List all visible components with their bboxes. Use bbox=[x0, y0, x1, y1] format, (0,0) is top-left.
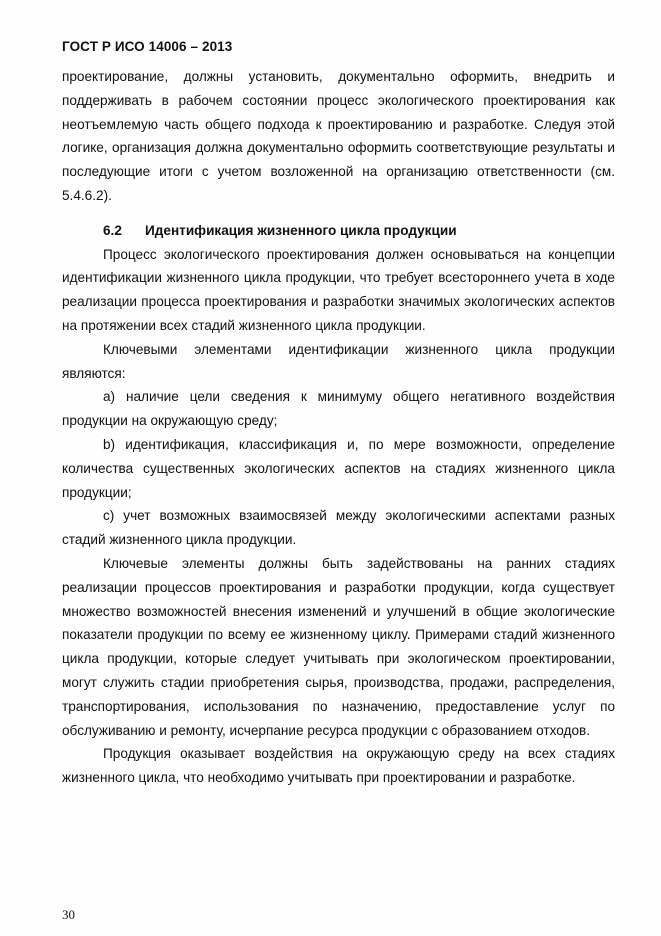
document-header: ГОСТ Р ИСО 14006 – 2013 bbox=[62, 39, 233, 54]
paragraph: Продукция оказывает воздействия на окружающую среду на всех стадиях жизненного цикла, что необходимо учитывать при проектировании и разработке. bbox=[62, 746, 615, 786]
paragraph: Ключевые элементы должны быть задействованы на ранних стадиях реализации процессов проектирования и разработки продукции, когда существует множество возможностей внесения изменений и улучшений в общие экологические показатели продукции по всему ее жизненному циклу. Примерами стадий жизненного цикла продукции, которые следует учитывать при экологическом проектировании, могут служить стадии приобретения сырья, производства, продажи, распределения, транспортирования, использования по назначению, предоставление услуг по обслуживанию и ремонту, исчерпание ресурса продукции с образованием отходов. bbox=[62, 555, 615, 738]
section-number: 6.2 bbox=[103, 222, 122, 238]
paragraph: Ключевыми элементами идентификации жизненного цикла продукции являются: bbox=[62, 341, 615, 381]
paragraph: Процесс экологического проектирования должен основываться на концепции идентификации жизненного цикла продукции, что требует всестороннего учета в ходе реализации процесса проектирования и разработки значимых экологических аспектов на протяжении всех стадий жизненного цикла продукции. bbox=[62, 246, 615, 333]
section-title: Идентификация жизненного цикла продукции bbox=[145, 222, 457, 238]
list-item-c: c) учет возможных взаимосвязей между экологическими аспектами разных стадий жизненного цикла продукции. bbox=[62, 508, 615, 548]
list-item-a: a) наличие цели сведения к минимуму общего негативного воздействия продукции на окружающую среду; bbox=[62, 389, 615, 429]
list-item-b: b) идентификация, классификация и, по мере возможности, определение количества существенных экологических аспектов на стадиях жизненного цикла продукции; bbox=[62, 436, 615, 500]
page-number: 30 bbox=[62, 907, 75, 922]
intro-paragraph: проектирование, должны установить, документально оформить, внедрить и поддерживать в рабочем состоянии процесс экологического проектирования как неотъемлемую часть общего подхода к проектированию и разработке. Следуя этой логике, организация должна документально оформить соответствующие результаты и последующие итоги с учетом возложенной на организацию ответственности (см. 5.4.6.2). bbox=[62, 69, 615, 203]
body-text bbox=[62, 65, 615, 790]
section-heading bbox=[62, 219, 615, 243]
